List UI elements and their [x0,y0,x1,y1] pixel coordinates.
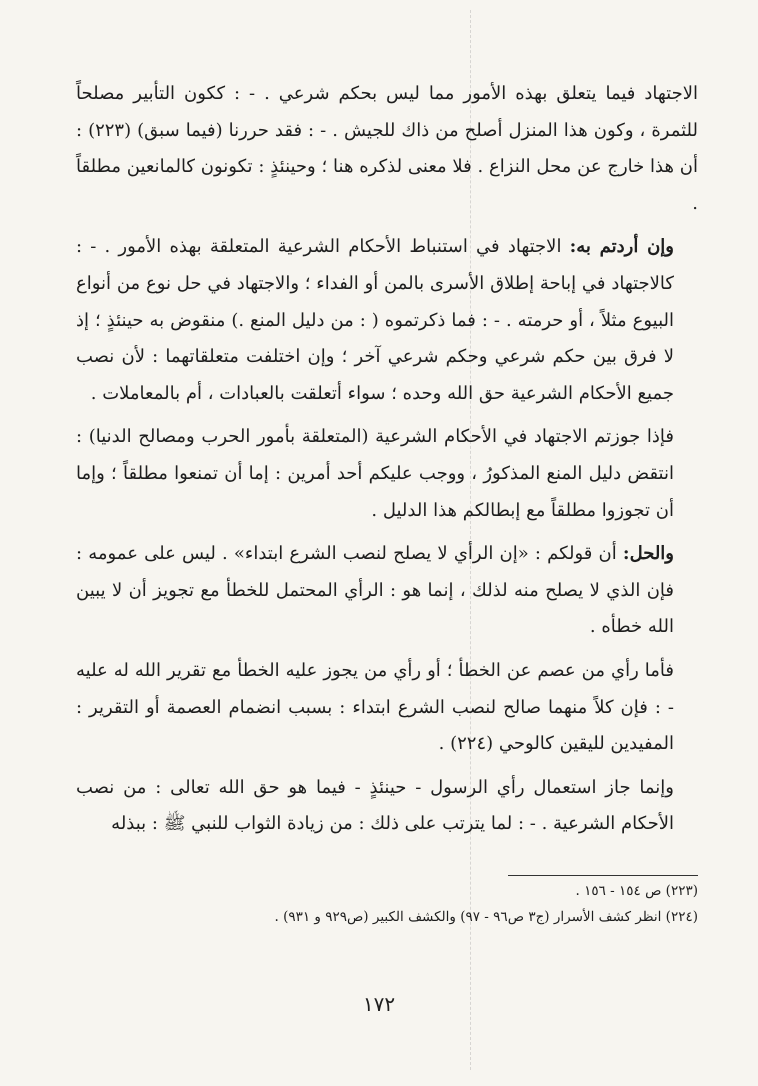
page-number: ١٧٢ [362,992,396,1016]
paragraph-5: فأما رأي من عصم عن الخطأ ؛ أو رأي من يجوز عليه الخطأ مع تقرير الله له عليه - : فإن كلاً منهما صالح لنصب الشرع ابتداء : بسبب انضمام العصمة أو التقرير : المفيدين لليقين كالوحي (٢٢٤) . [76,659,674,755]
paragraph-4-lead: والحل: [622,543,674,565]
paragraph-6: وإنما جاز استعمال رأي الرسول - حينئذٍ - فيما هو حق الله تعالى : من نصب الأحكام الشرعية . - : لما يترتب على ذلك : من زيادة الثواب للنبي ﷺ : ببذله [76,776,674,835]
footnote-223: (٢٢٣) ص ١٥٤ - ١٥٦ . [575,883,698,899]
paragraph-2 [76,229,698,412]
paragraph-3: فإذا جوزتم الاجتهاد في الأحكام الشرعية (المتعلقة بأمور الحرب ومصالح الدنيا) : انتقض دليل المنع المذكورُ ، ووجب عليكم أحد أمرين : إما أن تمنعوا مطلقاً ؛ وإما أن تجوزوا مطلقاً مع إبطالكم هذا الدليل . [76,426,674,521]
paragraph-2-lead: وإن أردتم به: [569,236,674,258]
footnote-separator [508,875,698,876]
main-text [76,76,698,850]
paragraph-4-text: أن قولكم : «إن الرأي لا يصلح لنصب الشرع ابتداء» . ليس على عمومه : فإن الذي لا يصلح منه لذلك ، إنما هو : الرأي المحتمل للخطأ مع تجويز أن لا يبين الله خطأه . [76,543,674,638]
paragraph-1: الاجتهاد فيما يتعلق بهذه الأمور مما ليس بحكم شرعي . - : ككون التأبير مصلحاً للثمرة ، وكون هذا المنزل أصلح من ذاك للجيش . - : فقد حررنا (فيما سبق) (٢٢٣) : أن هذا خارج عن محل النزاع . فلا معنى لذكره هنا ؛ وحينئذٍ : تكونون كالمانعين مطلقاً . [76,83,698,214]
footnotes [150,878,698,930]
footnote-224: (٢٢٤) انظر كشف الأسرار (ج٣ ص٩٦ - ٩٧) والكشف الكبير (ص٩٢٩ و ٩٣١) . [274,909,698,925]
paragraph-2-text: الاجتهاد في استنباط الأحكام الشرعية المتعلقة بهذه الأمور . - : كالاجتهاد في إباحة إطلاق الأسرى بالمن أو الفداء ؛ والاجتهاد في حل نوع من أنواع البيوع مثلاً ، أو حرمته . - : فما ذكرتموه ( : من دليل المنع .) منقوض به حينئذٍ ؛ إذ لا فرق بين حكم شرعي وحكم شرعي آخر ؛ وإن اختلفت متعلقاتهما : لأن نصب جميع الأحكام الشرعية حق الله وحده ؛ سواء أتعلقت بالعبادات ، أم بالمعاملات . [76,236,674,404]
paragraph-4 [76,536,698,646]
